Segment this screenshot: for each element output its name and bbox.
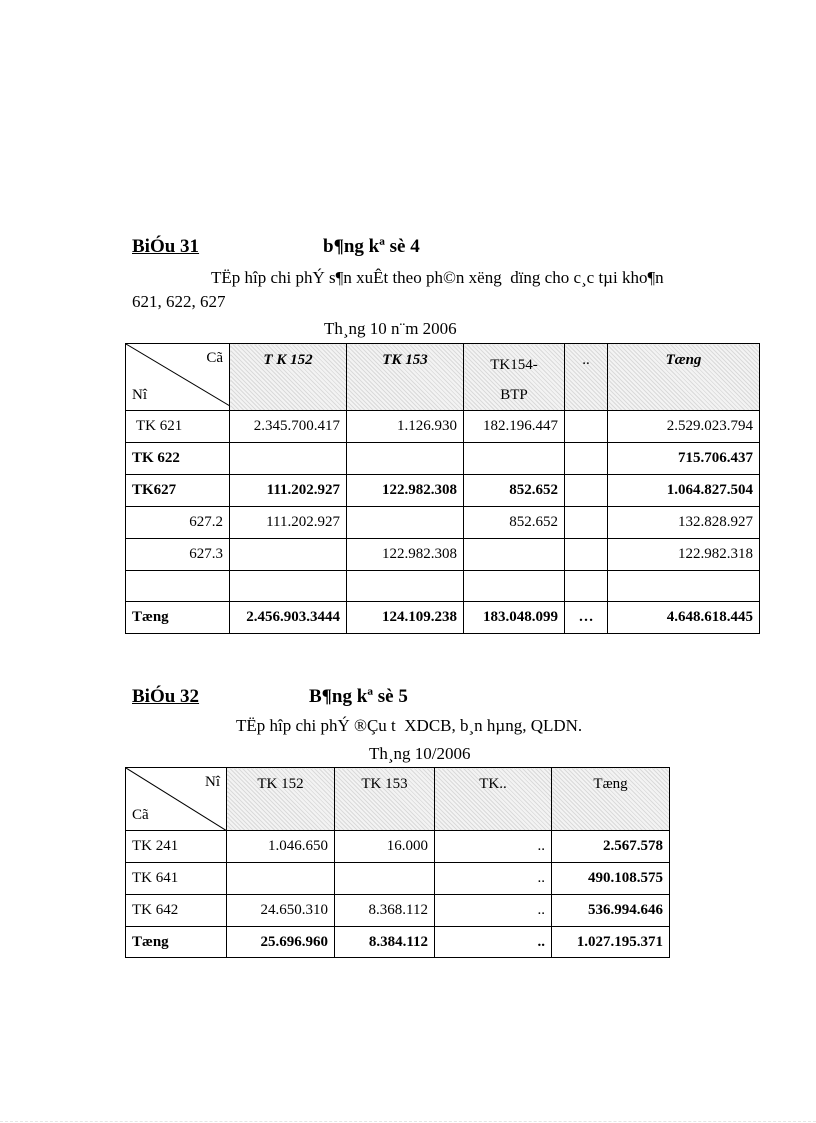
row-label: Tæng	[126, 602, 230, 634]
bang-ke-5-date: Th¸ng 10/2006	[369, 744, 471, 763]
cell	[565, 571, 608, 602]
table-row	[126, 571, 760, 602]
table-row	[126, 507, 760, 539]
cell: 122.982.318	[608, 539, 760, 571]
row-label: TK 622	[126, 443, 230, 475]
cell: 1.027.195.371	[552, 927, 670, 958]
table-row	[126, 863, 670, 895]
cell	[230, 443, 347, 475]
cell: 1.126.930	[347, 411, 464, 443]
cell: 182.196.447	[464, 411, 565, 443]
bang-ke-5-table	[125, 767, 670, 958]
bang-ke-4-title: b¶ng kª sè 4	[323, 236, 420, 257]
cell	[335, 863, 435, 895]
cell: 536.994.646	[552, 895, 670, 927]
cell: 8.368.112	[335, 895, 435, 927]
diagonal-corner-cell	[126, 768, 227, 831]
bieu-31-label: BiÓu 31	[132, 236, 200, 257]
row-label	[126, 571, 230, 602]
corner-label-no: Nî	[205, 774, 220, 790]
cell: 2.567.578	[552, 831, 670, 863]
row-label: TK 621	[126, 411, 230, 443]
cell: 490.108.575	[552, 863, 670, 895]
cell: 122.982.308	[347, 475, 464, 507]
cell	[347, 507, 464, 539]
cell	[347, 443, 464, 475]
cell: …	[565, 602, 608, 634]
cell: 124.109.238	[347, 602, 464, 634]
cell: ..	[435, 831, 552, 863]
cell	[565, 411, 608, 443]
header-ellipsis: ..	[565, 344, 608, 411]
header-tk153: TK 153	[347, 344, 464, 411]
header-tk154-line2: BTP	[500, 387, 528, 403]
bieu-32-label: BiÓu 32	[132, 686, 200, 707]
bang-ke-4-subtitle: TËp hîp chi phÝ s¶n xuÊt theo ph©n xëng dïng cho c¸c tµi kho¶n	[211, 268, 664, 287]
cell: 852.652	[464, 475, 565, 507]
table-row	[126, 475, 760, 507]
header-tk153: TK 153	[335, 768, 435, 831]
cell: 122.982.308	[347, 539, 464, 571]
cell: 715.706.437	[608, 443, 760, 475]
cell: 132.828.927	[608, 507, 760, 539]
table-row	[126, 443, 760, 475]
row-label: TK 642	[126, 895, 227, 927]
row-label: 627.2	[126, 507, 230, 539]
row-label: Tæng	[126, 927, 227, 958]
header-tong: Tæng	[608, 344, 760, 411]
cell	[464, 443, 565, 475]
table-header-row	[126, 768, 670, 831]
table-total-row	[126, 602, 760, 634]
cell: 111.202.927	[230, 475, 347, 507]
table-row	[126, 831, 670, 863]
header-tk152: T K 152	[230, 344, 347, 411]
cell	[230, 539, 347, 571]
cell: 2.456.903.3444	[230, 602, 347, 634]
header-tk154-line1: TK154-	[490, 357, 538, 373]
cell	[565, 507, 608, 539]
header-tk154	[464, 344, 565, 411]
cell: 2.345.700.417	[230, 411, 347, 443]
cell: ..	[435, 927, 552, 958]
cell	[464, 539, 565, 571]
cell	[227, 863, 335, 895]
table-row	[126, 411, 760, 443]
cell: 25.696.960	[227, 927, 335, 958]
cell: 2.529.023.794	[608, 411, 760, 443]
table-header-row	[126, 344, 760, 411]
cell: 183.048.099	[464, 602, 565, 634]
header-tk152: TK 152	[227, 768, 335, 831]
cell	[565, 475, 608, 507]
cell: 8.384.112	[335, 927, 435, 958]
cell	[608, 571, 760, 602]
header-tk-other: TK..	[435, 768, 552, 831]
row-label: 627.3	[126, 539, 230, 571]
cell: 111.202.927	[230, 507, 347, 539]
cell: ..	[435, 895, 552, 927]
cell: 1.064.827.504	[608, 475, 760, 507]
cell	[347, 571, 464, 602]
bang-ke-4-table	[125, 343, 760, 634]
bang-ke-5-subtitle: TËp hîp chi phÝ ®Çu t XDCB, b¸n hµng, QLDN.	[236, 716, 583, 735]
cell: ..	[435, 863, 552, 895]
cell: 1.046.650	[227, 831, 335, 863]
row-label: TK 241	[126, 831, 227, 863]
diagonal-corner-cell	[126, 344, 230, 411]
row-label: TK627	[126, 475, 230, 507]
cell: 852.652	[464, 507, 565, 539]
cell	[230, 571, 347, 602]
header-tong: Tæng	[552, 768, 670, 831]
page-bottom-divider	[0, 1121, 816, 1122]
bang-ke-5-title: B¶ng kª sè 5	[309, 686, 408, 707]
cell	[565, 443, 608, 475]
cell: 16.000	[335, 831, 435, 863]
corner-label-no: Nî	[132, 387, 147, 403]
cell: 24.650.310	[227, 895, 335, 927]
bang-ke-4-date: Th¸ng 10 n¨m 2006	[324, 319, 457, 338]
bang-ke-4-subtitle-accounts: 621, 622, 627	[132, 292, 226, 311]
table-row	[126, 539, 760, 571]
cell	[565, 539, 608, 571]
corner-label-co: Cã	[206, 350, 223, 366]
corner-label-co: Cã	[132, 807, 149, 823]
cell: 4.648.618.445	[608, 602, 760, 634]
cell	[464, 571, 565, 602]
table-total-row	[126, 927, 670, 958]
table-row	[126, 895, 670, 927]
row-label: TK 641	[126, 863, 227, 895]
